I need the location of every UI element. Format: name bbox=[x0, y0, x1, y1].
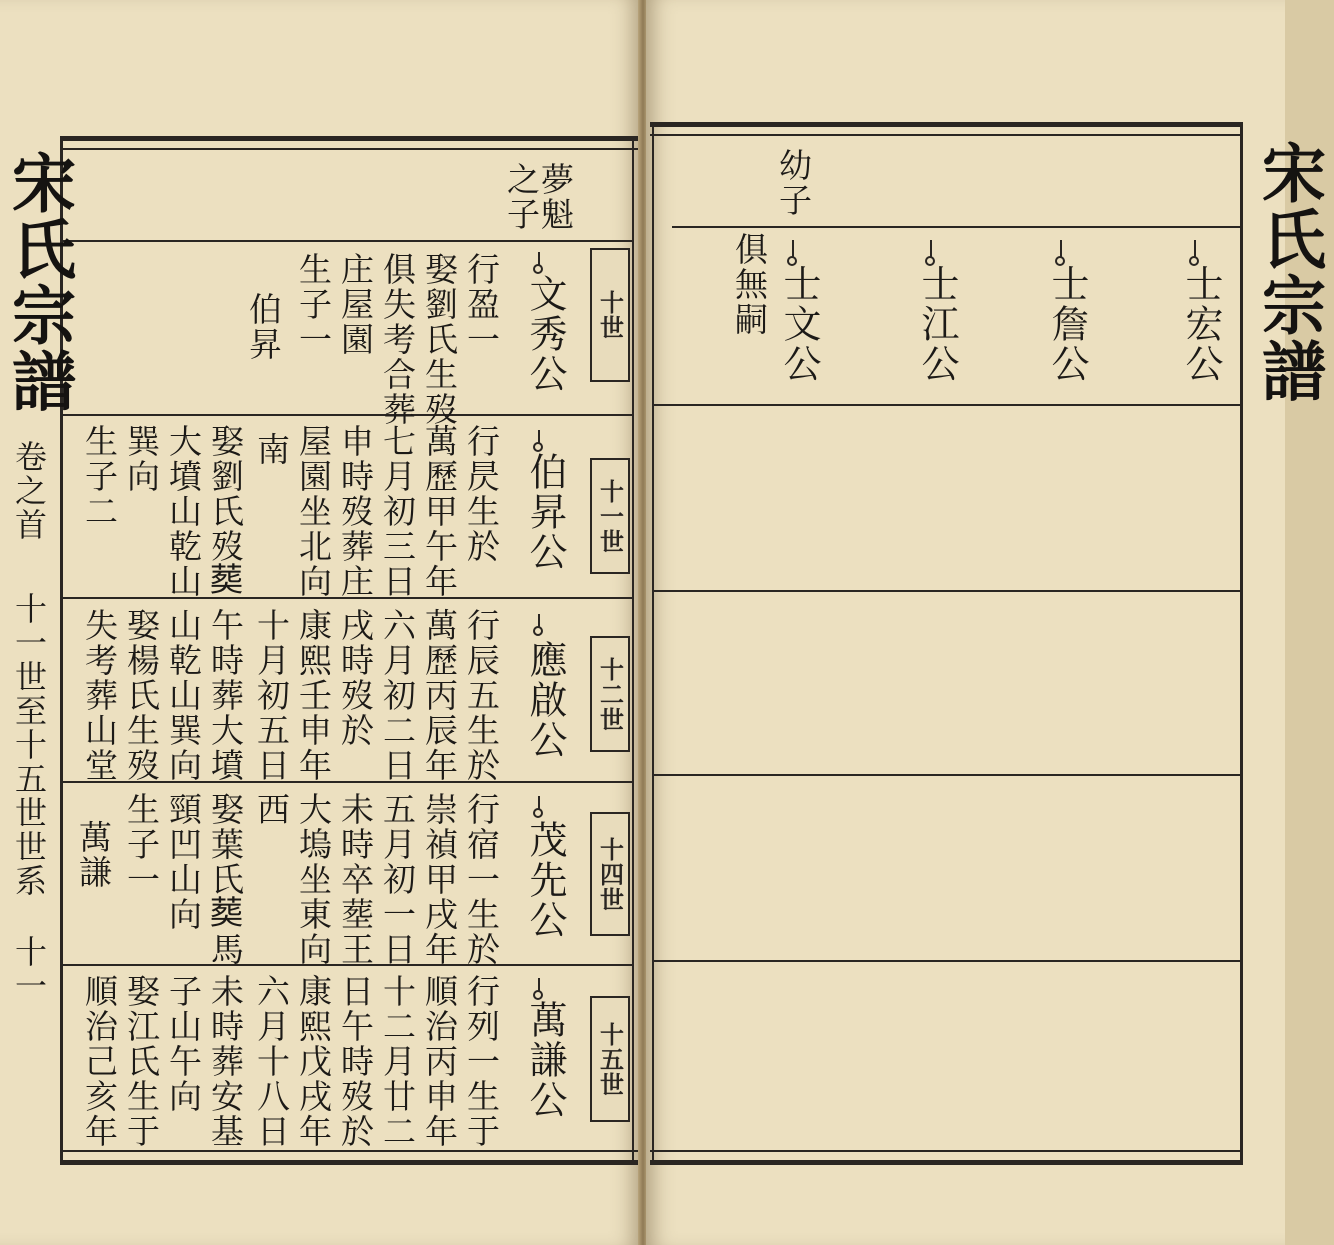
lineage-node bbox=[533, 990, 543, 1000]
right-page bbox=[646, 0, 1326, 1245]
detail-line: 萬歷丙辰年 bbox=[420, 608, 459, 783]
top-note-line2: 之子 bbox=[502, 162, 541, 232]
ancestor-name: 萬謙公 bbox=[523, 1000, 567, 1120]
detail-line: 十二月廿二 bbox=[378, 974, 417, 1149]
row-divider bbox=[654, 590, 1240, 592]
detail-line: 子山午向 bbox=[164, 974, 203, 1114]
detail-line: 行辰五生於 bbox=[462, 608, 501, 783]
descendant-name: 士文公 bbox=[777, 264, 821, 384]
detail-line: 失考葬山堂 bbox=[80, 608, 119, 783]
detail-line: 娶楊氏生歿 bbox=[122, 608, 161, 783]
bottom-border bbox=[60, 1160, 638, 1165]
detail-line: 未時葬安基 bbox=[206, 974, 245, 1149]
detail-line: 六月初二日 bbox=[378, 608, 417, 783]
detail-line: 巽向 bbox=[122, 424, 161, 494]
top-note: 幼子 bbox=[774, 148, 813, 218]
lineage-node bbox=[533, 442, 543, 452]
row-divider bbox=[654, 774, 1240, 776]
header-divider bbox=[62, 240, 632, 242]
detail-line: 十月初五日 bbox=[252, 608, 291, 783]
detail-line: 行昃生於 bbox=[462, 424, 501, 564]
top-border bbox=[650, 122, 1240, 127]
detail-line: 康熙壬申年 bbox=[294, 608, 333, 783]
header-divider bbox=[672, 226, 1240, 228]
detail-line: 申時歿葬庄 bbox=[336, 424, 375, 599]
book-title: 宋氏宗譜 bbox=[1, 150, 76, 414]
inner-frame-line bbox=[652, 122, 654, 1165]
detail-line: 庄屋園 bbox=[336, 252, 375, 357]
detail-line: 生子一 bbox=[122, 792, 161, 897]
detail-line: 山乾山巽向 bbox=[164, 608, 203, 783]
descendant-name: 士宏公 bbox=[1179, 264, 1223, 384]
detail-line: 生子二 bbox=[80, 424, 119, 529]
detail-line: 未時卒塟王 bbox=[336, 792, 375, 967]
generation-seal: 十四世 bbox=[590, 812, 630, 936]
detail-line: 六月十八日 bbox=[252, 974, 291, 1149]
detail-line: 康熙戊戌年 bbox=[294, 974, 333, 1149]
detail-line: 七月初三日 bbox=[378, 424, 417, 599]
generation-seal: 十二世 bbox=[590, 636, 630, 752]
detail-line: 行列一生于 bbox=[462, 974, 501, 1149]
detail-line: 五月初一日 bbox=[378, 792, 417, 967]
page-number: 十一 bbox=[10, 935, 48, 1003]
detail-line: 西 bbox=[252, 792, 291, 827]
generation-seal: 十一世 bbox=[590, 458, 630, 574]
detail-line: 午時葬大墳 bbox=[206, 608, 245, 783]
child-name: 伯昇 bbox=[244, 292, 283, 362]
generation-seal: 十五世 bbox=[590, 996, 630, 1122]
margin-book-title: 宋氏宗譜 bbox=[1251, 140, 1326, 404]
detail-line: 俱失考合葬 bbox=[378, 252, 417, 427]
descendant-name: 士江公 bbox=[915, 264, 959, 384]
detail-line: 戌時歿於 bbox=[336, 608, 375, 748]
lineage-node bbox=[533, 808, 543, 818]
section-label: 十一世至十五世世系 bbox=[10, 592, 48, 898]
bottom-border bbox=[650, 1160, 1240, 1165]
detail-line: 大墳山乾山 bbox=[164, 424, 203, 599]
descendant-name: 士詹公 bbox=[1045, 264, 1089, 384]
detail-line: 生子一 bbox=[294, 252, 333, 357]
detail-line: 娶葉氏𦵏馬 bbox=[206, 792, 245, 967]
ancestor-name: 應啟公 bbox=[523, 640, 567, 760]
ancestor-name: 伯昇公 bbox=[523, 452, 567, 572]
detail-line: 萬歷甲午年 bbox=[420, 424, 459, 599]
row-divider bbox=[654, 960, 1240, 962]
detail-line: 崇禎甲戌年 bbox=[420, 792, 459, 967]
left-page bbox=[0, 0, 640, 1245]
lineage-node bbox=[533, 626, 543, 636]
detail-line: 行盈一 bbox=[462, 252, 501, 357]
detail-line: 行宿一生於 bbox=[462, 792, 501, 967]
lineage-node bbox=[533, 264, 543, 274]
ancestor-name: 茂先公 bbox=[523, 820, 567, 940]
top-border bbox=[60, 136, 638, 141]
top-note-line1: 夢魁 bbox=[536, 162, 575, 232]
child-name: 萬謙 bbox=[74, 820, 113, 890]
generation-seal: 十世 bbox=[590, 248, 630, 382]
note-no-heirs: 俱無嗣 bbox=[730, 232, 769, 337]
row-divider bbox=[62, 414, 632, 416]
detail-line: 日午時歿於 bbox=[336, 974, 375, 1149]
detail-line: 頸凹山向 bbox=[164, 792, 203, 932]
detail-line: 順治己亥年 bbox=[80, 974, 119, 1149]
detail-line: 娶劉氏生歿 bbox=[420, 252, 459, 427]
detail-line: 屋園坐北向 bbox=[294, 424, 333, 599]
detail-line: 大塢坐東向 bbox=[294, 792, 333, 967]
detail-line: 南 bbox=[252, 432, 291, 467]
row-divider bbox=[654, 404, 1240, 406]
inner-frame-line bbox=[632, 136, 634, 1165]
volume-label: 卷之首 bbox=[10, 440, 48, 542]
detail-line: 娶劉氏歿𦵏 bbox=[206, 424, 245, 599]
detail-line: 順治丙申年 bbox=[420, 974, 459, 1149]
detail-line: 娶江氏生于 bbox=[122, 974, 161, 1149]
ancestor-name: 文秀公 bbox=[523, 274, 567, 394]
